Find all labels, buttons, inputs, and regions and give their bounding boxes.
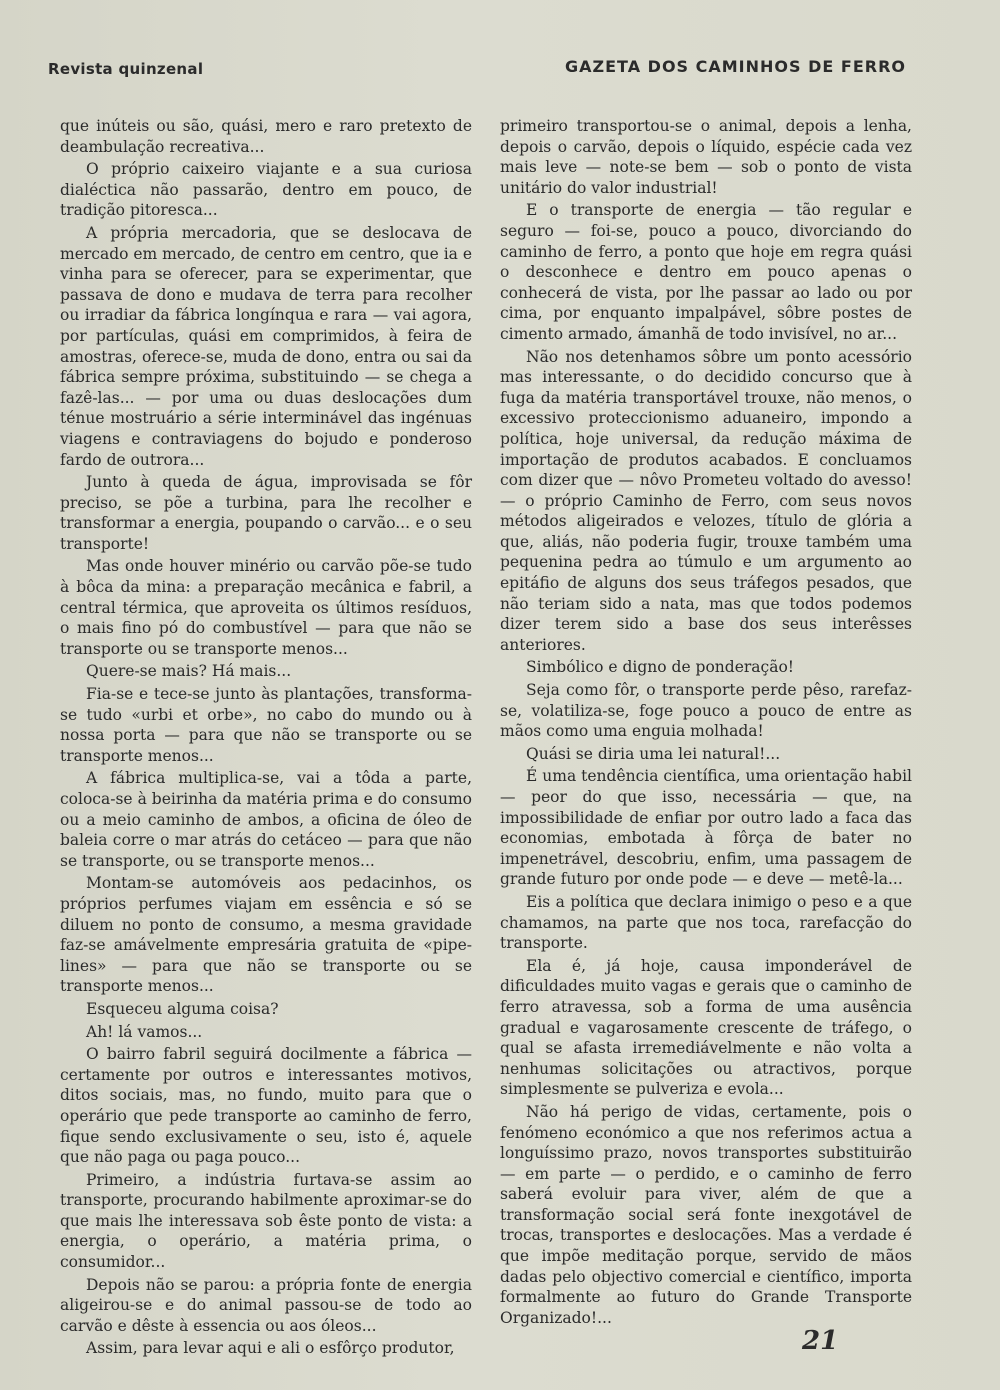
page-number: 21 (802, 1326, 839, 1356)
paragraph: Montam-se automóveis aos pedacinhos, os próprios perfumes viajam em essência e só se diluem no ponto de consumo, a mesma gravidade faz-se amávelmente empresária gratuita de «pipe-lines» — para que não se transporte ou se transporte menos... (60, 874, 472, 996)
paragraph: Fia-se e tece-se junto às plantações, transforma-se tudo «urbi et orbe», no cabo do mundo ou à nossa porta — para que não se transporte ou se transporte menos... (60, 685, 472, 765)
left-column (60, 116, 472, 1361)
running-head-right: GAZETA DOS CAMINHOS DE FERRO (564, 57, 906, 76)
paragraph: A própria mercadoria, que se deslocava de mercado em mercado, de centro em centro, que ia e vinha para se oferecer, para se experimentar, que passava de dono e mudava de terra para recolher ou irradiar da fábrica longínqua e rara — vai agora, por partículas, quási em comprimidos, à feira de amostras, oferece-se, muda de dono, entra ou sai da fábrica sempre próxima, substituindo — se chega a fazê-las... — por uma ou duas deslocações dum ténue mostruário a série interminável das ingénuas viagens e contraviagens do bojudo e ponderoso fardo de outrora... (60, 223, 473, 469)
paragraph: É uma tendência científica, uma orientação habil — peor do que isso, necessária — que, na impossibilidade de enfiar por outro lado a faca das economias, embotada à fôrça de bater no impenetrável, descobriu, enfim, uma passagem de grande futuro por onde pode — e deve — metê-la... (500, 767, 912, 889)
paragraph: O bairro fabril seguirá docilmente a fábrica — certamente por outros e interessantes motivos, ditos sociais, mas, no fundo, muito para que o operário que pede transporte ao caminho de ferro, fique sendo exclusivamente o seu, isto é, aquele que não paga ou paga pouco... (60, 1045, 472, 1167)
paragraph: Não há perigo de vidas, certamente, pois o fenómeno económico a que nos referimos actua a longuíssimo prazo, novos transportes substituirão — em parte — o perdido, e o caminho de ferro saberá evoluir para viver, além de que a transformação social será fonte inexgotável de trocas, transportes e deslocações. Mas a verdade é que impõe meditação porque, servido de mãos dadas pelo objectivo comercial e científico, importa formalmente ao futuro do Grande Transporte Organizado!... (500, 1102, 912, 1327)
paragraph: Simbólico e digno de ponderação! (526, 658, 795, 677)
paragraph: Esqueceu alguma coisa? (86, 999, 279, 1018)
paragraph: Quási se diria uma lei natural!... (526, 744, 781, 763)
paragraph: Ela é, já hoje, causa imponderável de dificuldades muito vagas e gerais que o caminho de ferro atravessa, sob a forma de uma ausência gradual e vagarosamente crescente de tráfego, o qual se afasta irremediávelmente e não volta a nenhumas solicitações ou atractivos, porque simplesmente se pulveriza e evola... (500, 956, 912, 1099)
paragraph: primeiro transportou-se o animal, depois a lenha, depois o carvão, depois o líquido, espécie cada vez mais leve — note-se bem — sob o ponto de vista unitário do valor industrial! (500, 117, 912, 197)
paragraph: Primeiro, a indústria furtava-se assim ao transporte, procurando habilmente aproximar-se do que mais lhe interessava sob êste ponto de vista: a energia, o operário, a matéria prima, o consumidor... (60, 1170, 472, 1272)
paragraph: Depois não se parou: a própria fonte de energia aligeirou-se e do animal passou-se de todo ao carvão e dêste à essencia ou aos óleos... (60, 1275, 472, 1335)
paragraph: E o transporte de energia — tão regular e seguro — foi-se, pouco a pouco, divorciando do caminho de ferro, a ponto que hoje em regra quási o desconhece e dentro em pouco apenas o conhecerá de vista, por lhe passar ao lado ou por cima, por enquanto impalpável, sôbre postes de cimento armado, ámanhã de todo invisível, no ar... (500, 201, 912, 343)
paragraph: Ah! lá vamos... (86, 1022, 203, 1041)
paragraph: Seja como fôr, o transporte perde pêso, rarefaz-se, volatiliza-se, foge pouco a pouco de entre as mãos como uma enguia molhada! (500, 681, 912, 741)
paragraph: Junto à queda de água, improvisada se fôr preciso, se põe a turbina, para lhe recolher e transformar a energia, poupando o carvão... e o seu transporte! (60, 473, 472, 553)
paragraph: Assim, para levar aqui e ali o esfôrço produtor, (86, 1339, 455, 1358)
paragraph: Não nos detenhamos sôbre um ponto acessório mas interessante, o do decidido concurso que à fuga da matéria transportável trouxe, não menos, o excessivo proteccionismo aduaneiro, impondo a política, hoje universal, da redução máxima de importação de produtos acabados. E concluamos com dizer que — nôvo Prometeu voltado do avesso! — o próprio Caminho de Ferro, com seus novos métodos aligeirados e velozes, título de glória a que, aliás, não poderia fugir, trouxe também uma pequenina pedra ao túmulo e um argumento ao epitáfio de alguns dos seus tráfegos pesados, que não teriam sido a nata, mas que todos podemos dizer terem sido a base dos seus interêsses anteriores. (500, 347, 912, 654)
paragraph: Mas onde houver minério ou carvão põe-se tudo à bôca da mina: a preparação mecânica e fabril, a central térmica, que aproveita os últimos resíduos, o mais fino pó do combustível — para que não se transporte ou se transporte menos... (60, 557, 472, 658)
paragraph: Quere-se mais? Há mais... (86, 662, 292, 681)
running-head-left: Revista quinzenal (48, 60, 204, 78)
paragraph: que inúteis ou são, quási, mero e raro pretexto de deambulação recreativa... (60, 117, 472, 156)
paragraph: O próprio caixeiro viajante e a sua curiosa dialéctica não passarão, dentro em pouco, de tradição pitoresca... (60, 160, 472, 220)
paragraph: Eis a política que declara inimigo o peso e a que chamamos, na parte que nos toca, rarefacção do transporte. (500, 892, 912, 953)
paragraph: A fábrica multiplica-se, vai a tôda a parte, coloca-se à beirinha da matéria prima e do consumo ou a meio caminho de ambos, a oficina de óleo de baleia corre o mar atrás do cetáceo — para que não se transporte, ou se transporte menos... (60, 769, 472, 870)
right-column (500, 116, 912, 1330)
